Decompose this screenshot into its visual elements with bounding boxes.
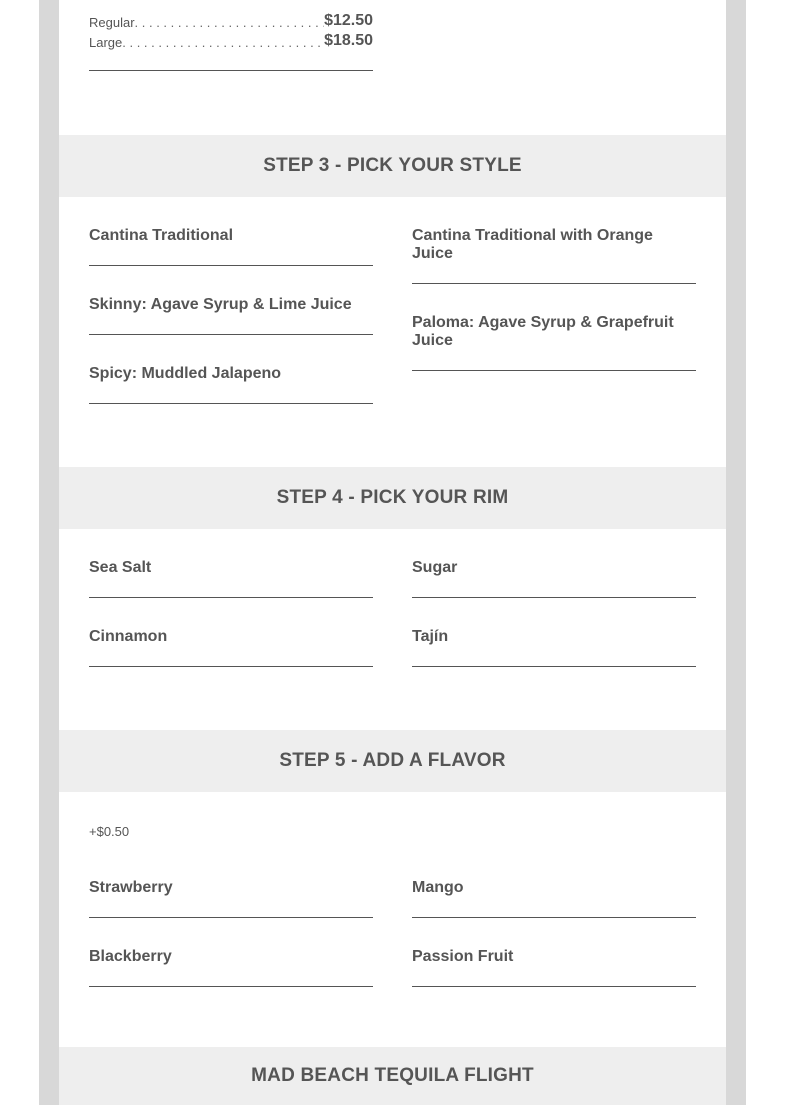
size-label: Regular bbox=[89, 15, 135, 30]
divider bbox=[412, 666, 696, 667]
menu-item: Passion Fruit bbox=[412, 948, 514, 965]
menu-item: Tajín bbox=[412, 628, 449, 645]
divider bbox=[89, 265, 373, 266]
menu-item: Sugar bbox=[412, 559, 458, 576]
dot-leader bbox=[122, 36, 324, 50]
divider bbox=[89, 917, 373, 918]
menu-item: Strawberry bbox=[89, 879, 173, 896]
dot-leader bbox=[135, 16, 325, 30]
size-price: $18.50 bbox=[324, 32, 373, 49]
size-price: $12.50 bbox=[324, 12, 373, 29]
divider bbox=[89, 403, 373, 404]
menu-item: Blackberry bbox=[89, 948, 172, 965]
section-title: STEP 5 - ADD A FLAVOR bbox=[279, 750, 506, 771]
menu-item: Cantina Traditional with Orange Juice bbox=[412, 227, 653, 262]
divider bbox=[89, 70, 373, 71]
menu-item: Spicy: Muddled Jalapeno bbox=[89, 365, 282, 382]
upcharge-note: +$0.50 bbox=[89, 824, 130, 839]
divider bbox=[89, 597, 373, 598]
divider bbox=[412, 986, 696, 987]
divider bbox=[412, 283, 696, 284]
menu-item: Cinnamon bbox=[89, 628, 168, 645]
divider bbox=[89, 666, 373, 667]
menu-item: Paloma: Agave Syrup & Grapefruit Juice bbox=[412, 314, 674, 349]
menu-item: Skinny: Agave Syrup & Lime Juice bbox=[89, 296, 352, 313]
divider bbox=[412, 370, 696, 371]
step5-header bbox=[59, 730, 726, 792]
menu-item: Mango bbox=[412, 879, 464, 896]
size-label: Large bbox=[89, 35, 123, 50]
menu-item: Sea Salt bbox=[89, 559, 152, 576]
divider bbox=[89, 986, 373, 987]
section-title: MAD BEACH TEQUILA FLIGHT bbox=[251, 1065, 534, 1086]
step4-header bbox=[59, 467, 726, 529]
step3-header bbox=[59, 135, 726, 197]
flight-header bbox=[59, 1047, 726, 1105]
divider bbox=[412, 917, 696, 918]
divider bbox=[412, 597, 696, 598]
section-title: STEP 3 - PICK YOUR STYLE bbox=[263, 155, 522, 176]
price-row-large bbox=[89, 30, 373, 50]
divider bbox=[89, 334, 373, 335]
section-title: STEP 4 - PICK YOUR RIM bbox=[276, 487, 509, 508]
menu-item: Cantina Traditional bbox=[89, 227, 234, 244]
price-row-regular bbox=[89, 10, 373, 30]
